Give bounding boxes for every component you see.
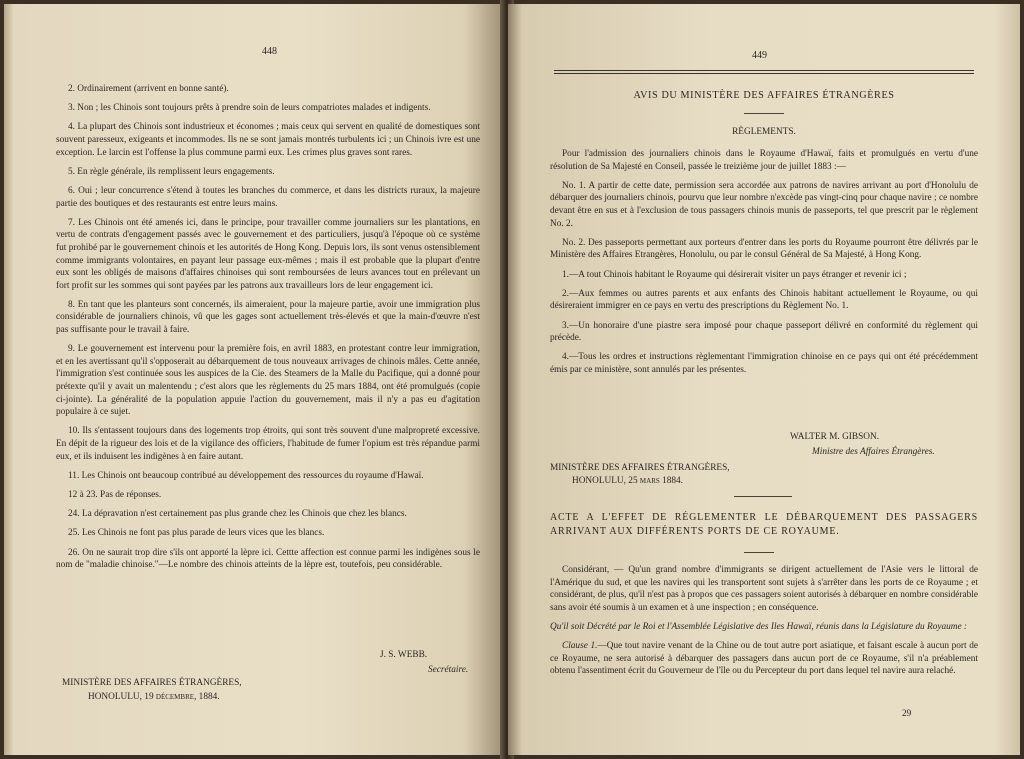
left-page: [4, 4, 504, 755]
signature-name: WALTER M. GIBSON.: [790, 432, 880, 442]
act-rule: [744, 552, 774, 553]
paragraph: Pour l'admission des journaliers chinois dans le Royaume d'Hawaï, faits et promulgués en vertu d'une résolution de Sa Majesté en Conseil, passée le treizième jour de juillet 1883 :—: [550, 149, 978, 172]
page-number: 448: [262, 46, 277, 57]
paragraph: 2.—Aux femmes ou autres parents et aux enfants des Chinois habitant actuellement le Royaume, ou qui désireraient immigrer en ce pays en vertu des prescriptions du Règlement No. 1.: [550, 288, 978, 312]
signature-title: Ministre des Affaires Étrangères.: [812, 447, 935, 457]
right-body-text: [550, 148, 978, 383]
paragraph: 10. Ils s'entassent toujours dans des logements trop étroits, qui sont très souvent d'une malpropreté excessive. En dépit de la rigueur des lois et de la vigilance des officiers, l'habitude de fumer l'opium est très répandue parmi eux, et ils induisent les indigènes à en faire autant.: [56, 426, 480, 462]
ministry-line: MINISTÈRE DES AFFAIRES ÉTRANGÈRES,: [550, 463, 730, 473]
left-body-text: [56, 83, 480, 578]
paragraph: 8. En tant que les planteurs sont concernés, ils aimeraient, pour la majeure partie, avoir une immigration plus considérable de journaliers chinois, vû que les gages sont actuellement très-élevés et que la main-d'œuvre n'est pas suffisante pour le travail à faire.: [56, 299, 480, 336]
notice-title: AVIS DU MINISTÈRE DES AFFAIRES ÉTRANGÈRES: [633, 90, 895, 101]
header-rule: [554, 70, 974, 71]
act-title: ACTE A L'EFFET DE RÉGLEMENTER LE DÉBARQUEMENT DES PASSAGERS ARRIVANT AUX DIFFÉRENTS PORTS DE CE ROYAUME.: [550, 512, 978, 537]
section-rule: [734, 496, 792, 497]
clause-paragraph: [550, 640, 978, 678]
paragraph: 3. Non ; les Chinois sont toujours prêts à prendre soin de leurs compatriotes malades et indigents.: [68, 103, 431, 114]
place-date: HONOLULU, 19 décembre, 1884.: [88, 692, 220, 702]
paragraph: 7. Les Chinois ont été amenés ici, dans le principe, pour travailler comme journaliers sur les plantations, en vertu de contrats d'engagement passés avec le gouvernement et des particuliers, jusqu'à l'époque où ce système fut prohibé par le gouvernement chinois et les autorités de Hong Kong. Depuis lors, ils sont venus ostensiblement comme immigrants volontaires, en payant leur passage eux-mêmes ; mais il est probable que la plupart d'entre eux sont les obligés de maisons d'affaires chinoises qui sont remboursées de leurs avances tout en prélevant un fort profit sur les sommes qui sont payées par les patrons aux travailleurs lors de leur engagement ici.: [56, 217, 480, 291]
signature-title: Secrétaire.: [428, 665, 469, 675]
paragraph: 4. La plupart des Chinois sont industrieux et économes ; mais ceux qui servent en qualité de domestiques sont souvent paresseux, exigeants et incommodes. Ils ne se sont jamais montrés turbulents ici ; un Chinois ivre est une exception. Le larcin est l'offense la plus commune parmi eux. Les crimes plus graves sont rares.: [56, 122, 480, 158]
header-rule: [554, 73, 974, 74]
decree-paragraph: Qu'il soit Décrété par le Roi et l'Assemblée Législative des Iles Hawaï, réunis dans la Législature du Royaume :: [550, 621, 968, 632]
paragraph: 4.—Tous les ordres et instructions règlementant l'immigration chinoise en ce pays qui ont été précédemment émis par ce ministère, sont annulés par les présentes.: [550, 352, 978, 375]
paragraph: 25. Les Chinois ne font pas plus parade de leurs vices que les blancs.: [68, 528, 325, 539]
title-rule: [744, 113, 784, 114]
paragraph: 11. Les Chinois ont beaucoup contribué au développement des ressources du royaume d'Hawaï.: [68, 470, 424, 481]
signature-mark: 29: [902, 709, 912, 719]
paragraph: 3.—Un honoraire d'une piastre sera imposé pour chaque passeport délivré en conformité du règlement qui précède.: [550, 320, 978, 344]
paragraph: No. 2. Des passeports permettant aux porteurs d'entrer dans les ports du Royaume pourront être délivrés par le Ministère des Affaires Etrangères, Honolulu, ou par le consul Général de Sa Majesté, à Hong Kong.: [550, 237, 978, 261]
paragraph: 5. En règle générale, ils remplissent leurs engagements.: [68, 166, 275, 177]
right-page: [508, 4, 1020, 755]
act-body: [550, 564, 978, 685]
paragraph: 1.—A tout Chinois habitant le Royaume qui désirerait visiter un pays étranger et revenir ici ;: [562, 269, 907, 280]
signature-name: J. S. WEBB.: [380, 650, 428, 660]
paragraph: 24. La dépravation n'est certainement pas plus grande chez les Chinois que chez les blancs.: [68, 509, 407, 520]
paragraph: 6. Oui ; leur concurrence s'étend à toutes les branches du commerce, et dans les districts ruraux, la majeure partie des boutiques et des restaurants est entre leurs mains.: [56, 185, 480, 209]
clause-label: Clause 1.: [562, 641, 598, 652]
paragraph: 26. On ne saurait trop dire s'ils ont apporté la lèpre ici. Cettte affection est connue parmi les indigènes sous le nom de "maladie chinoise."—Le nombre des chinois atteints de la lèpre est, toutefois, peu considérable.: [56, 547, 480, 571]
paragraph: 9. Le gouvernement est intervenu pour la première fois, en avril 1883, en protestant contre leur immigration, et en les avertissant qu'il s'opposerait au débarquement de tous nouveaux arrivages de chinois mâles. Cette année, l'immigration s'est continuée sous les auspices de la Cie. des Steamers de la Malle du Pacifique, qui a donné pour prétexte qu'il y avait un malentendu ; c'est alors que les règlements du 25 mars 1884, ont été promulgués (copie ci-jointe). La généralité de la population appuie l'action du gouvernement, mais il n'y a pas eu d'agitation populaire à ce sujet.: [56, 344, 480, 418]
paragraph: 2. Ordinairement (arrivent en bonne santé).: [68, 84, 229, 94]
paragraph: 12 à 23. Pas de réponses.: [68, 489, 162, 500]
paragraph: No. 1. A partir de cette date, permission sera accordée aux patrons de navires arrivant au port d'Honolulu de débarquer des journaliers chinois, pourvu que leur nombre n'excède pas vingt-cinq pour chaque navire ; ce nombre devant être en sus et à l'exclusion de tous passagers chinois munis de passeports, tel que prescrit par le règlement No. 2.: [550, 180, 978, 229]
considerant-paragraph: Considérant, — Qu'un grand nombre d'immigrants se dirigent actuellement de l'Asie vers le littoral de l'Amérique du sud, et que les navires qui les transportent sont sujets à s'arrêter dans les ports de ce Royaume ; et considérant, de plus, qu'il n'est pas à propos que ces passagers soient autorisés à débarquer en nombre considérable sans avoir été soumis à un examen et à une inspection ; en conséquence.: [550, 565, 978, 613]
clause-text: —Que tout navire venant de la Chine ou de tout autre port asiatique, et faisant escale à aucun port de ce Royaume, ne sera autorisé à débarquer des passagers dans aucun port de ce Royaume, s'il n'a préablement obtenu l'assentiment écrit du Gouverneur de l'île ou du Percepteur du port dans lequel tel navire aura relaché.: [550, 641, 979, 677]
ministry-line: MINISTÈRE DES AFFAIRES ÉTRANGÈRES,: [62, 678, 242, 688]
notice-subtitle: RÈGLEMENTS.: [732, 127, 796, 137]
place-date: HONOLULU, 25 mars 1884.: [572, 476, 683, 486]
page-number: 449: [752, 50, 767, 61]
